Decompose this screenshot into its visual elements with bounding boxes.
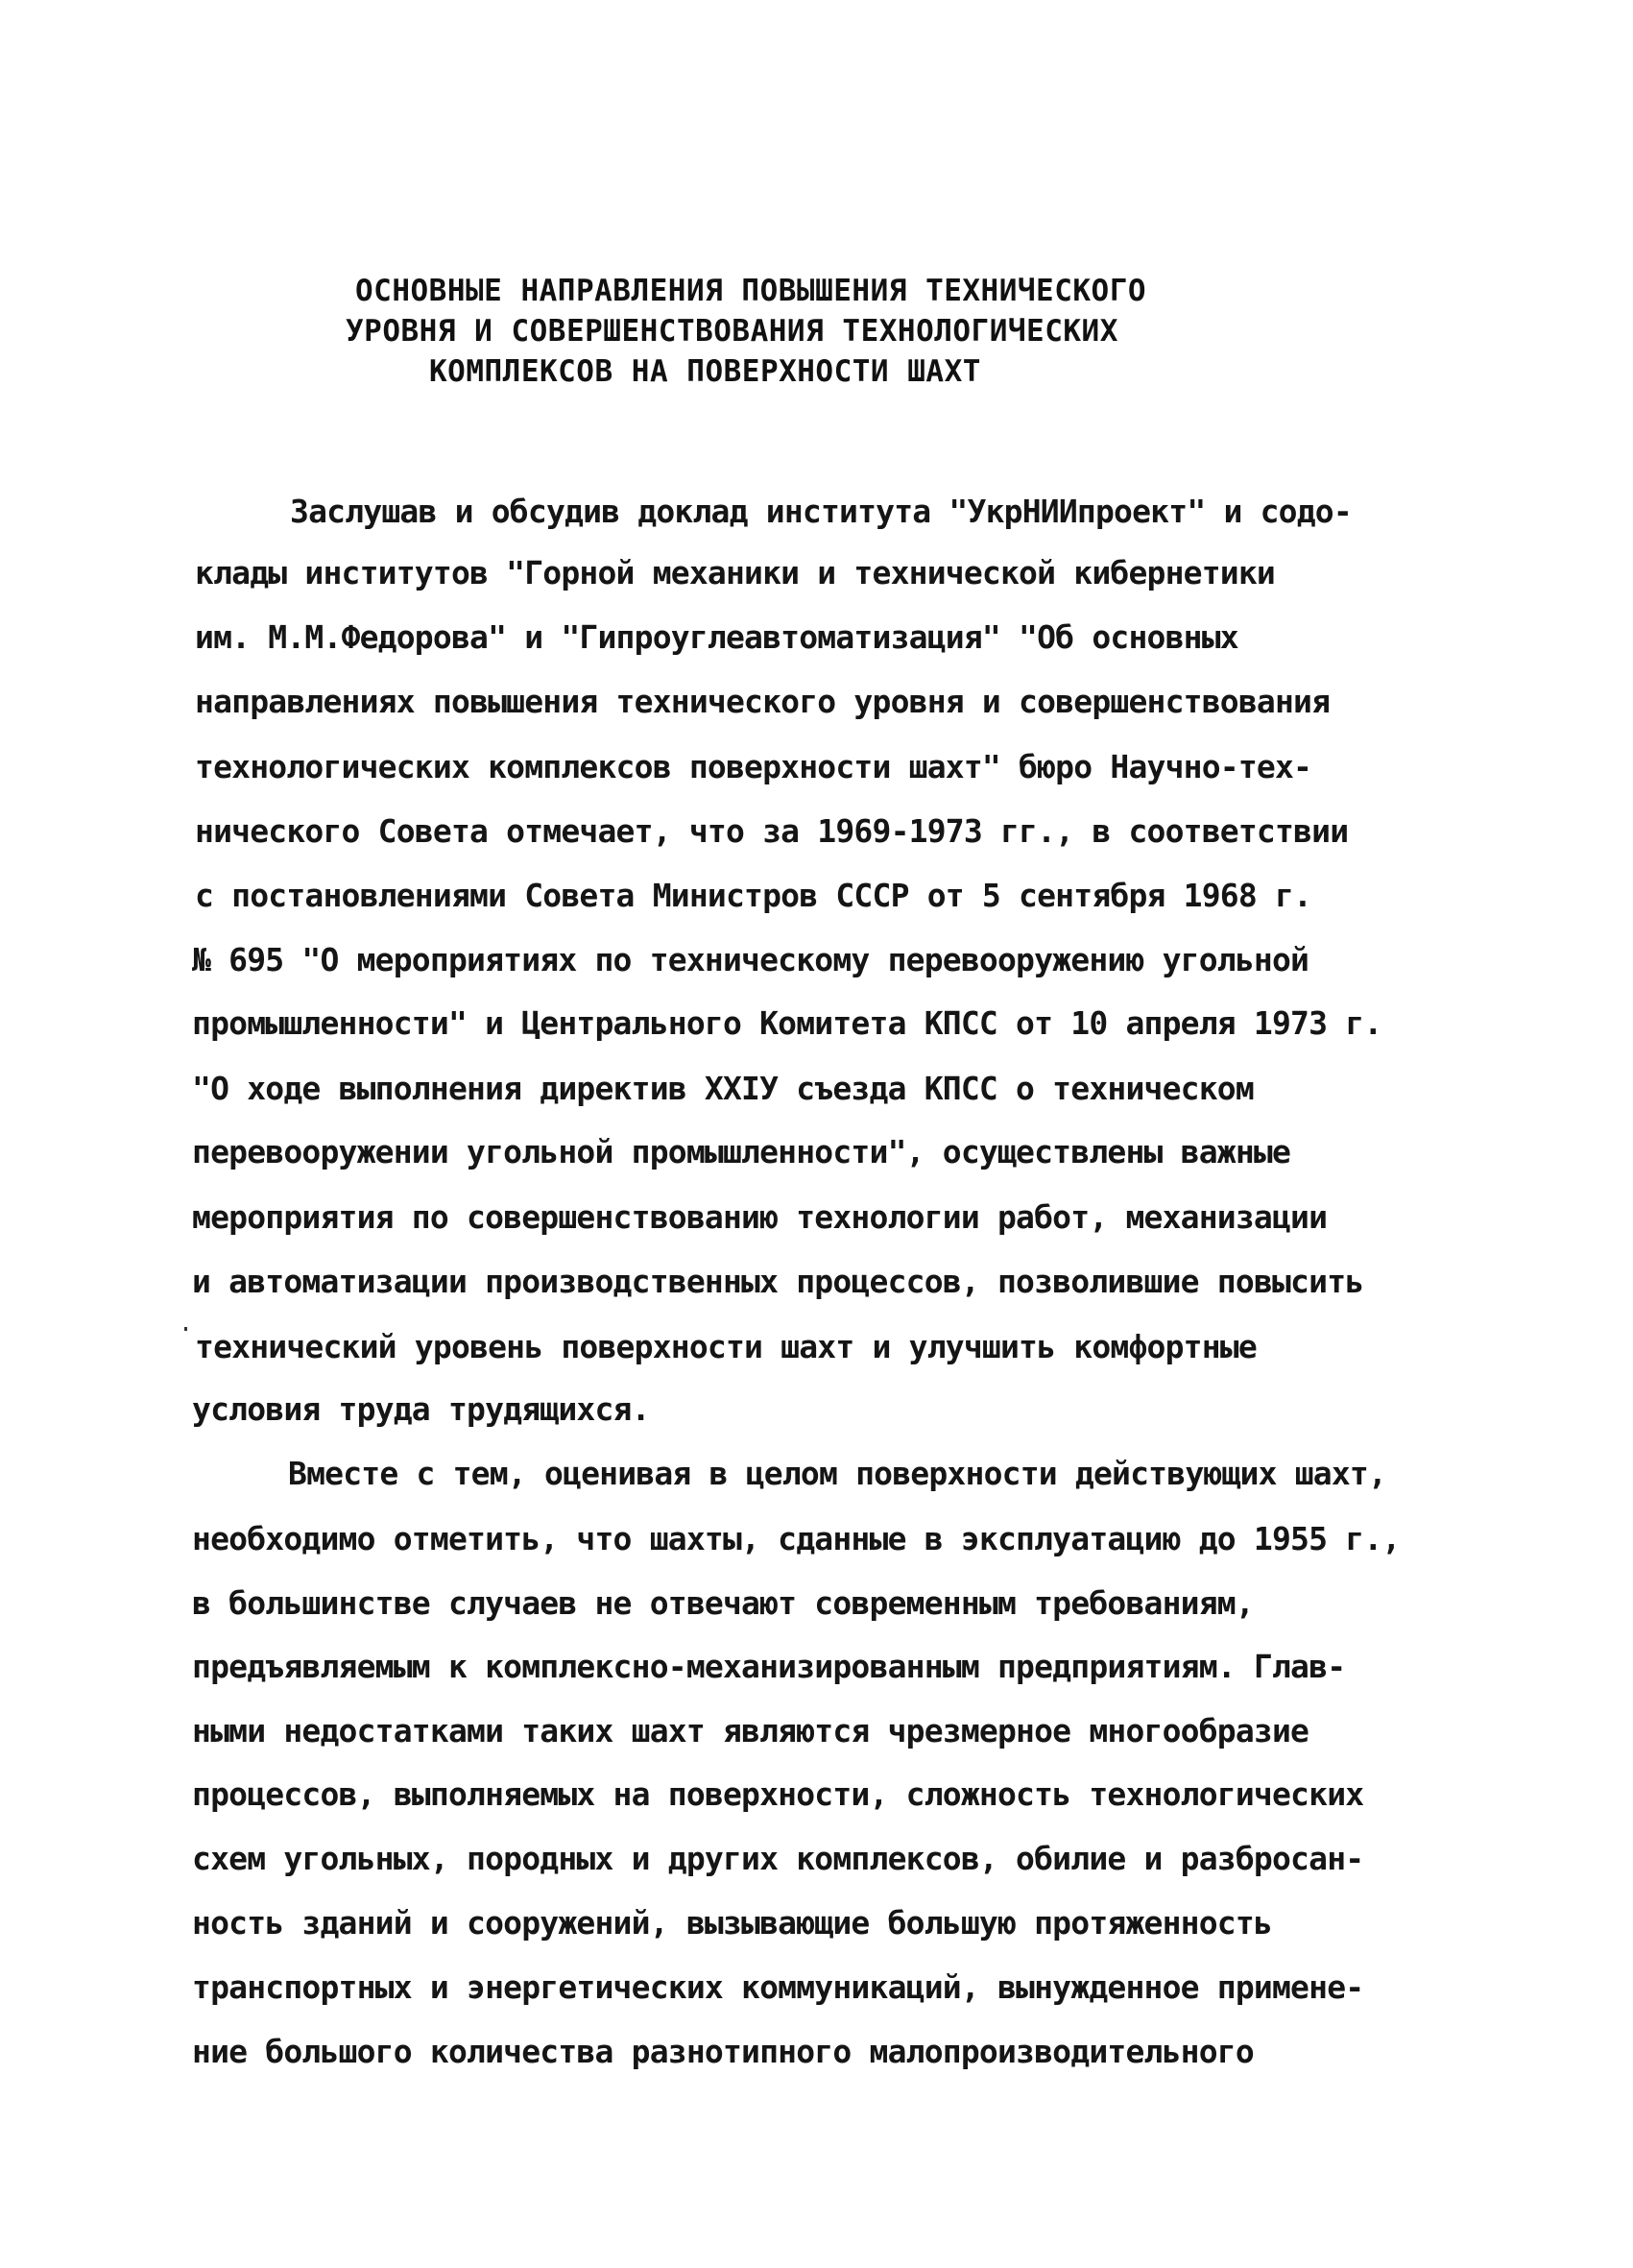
- body-line: направлениях повышения технического уровня и совершенствования: [195, 683, 1331, 720]
- body-line: ние большого количества разнотипного малопроизводительного: [192, 2033, 1254, 2070]
- body-line: Вместе с тем, оценивая в целом поверхности действующих шахт,: [288, 1455, 1387, 1492]
- body-line: необходимо отметить, что шахты, сданные в эксплуатацию до 1955 г.,: [192, 1520, 1401, 1557]
- body-line: клады институтов "Горной механики и технической кибернетики: [195, 554, 1275, 591]
- title-line-3: КОМПЛЕКСОВ НА ПОВЕРХНОСТИ ШАХТ: [429, 354, 981, 389]
- body-line: мероприятия по совершенствованию технологии работ, механизации: [192, 1198, 1328, 1236]
- body-line: ность зданий и сооружений, вызывающие большую протяженность: [192, 1904, 1272, 1942]
- body-line: Заслушав и обсудив доклад института "УкрНИИпроект" и содо-: [290, 493, 1352, 530]
- body-line: схем угольных, породных и других комплексов, обилие и разбросан-: [192, 1840, 1364, 1877]
- body-line: промышленности" и Центрального Комитета КПСС от 10 апреля 1973 г.: [192, 1004, 1382, 1042]
- title-line-2: УРОВНЯ И СОВЕРШЕНСТВОВАНИЯ ТЕХНОЛОГИЧЕСКИХ: [346, 314, 1118, 349]
- scan-speck: [184, 1327, 187, 1331]
- body-line: условия труда трудящихся.: [192, 1390, 650, 1428]
- body-line: в большинстве случаев не отвечают современным требованиям,: [192, 1584, 1254, 1622]
- title-line-1: ОСНОВНЫЕ НАПРАВЛЕНИЯ ПОВЫШЕНИЯ ТЕХНИЧЕСКОГО: [355, 274, 1147, 308]
- body-line: им. М.М.Федорова" и "Гипроуглеавтоматизация" "Об основных: [195, 618, 1238, 656]
- body-line: технический уровень поверхности шахт и улучшить комфортные: [195, 1328, 1257, 1365]
- body-line: предъявляемым к комплексно-механизированным предприятиям. Глав-: [192, 1648, 1346, 1685]
- body-line: и автоматизации производственных процессов, позволившие повысить: [192, 1263, 1364, 1300]
- body-line: ными недостатками таких шахт являются чрезмерное многообразие: [192, 1712, 1309, 1749]
- body-line: "О ходе выполнения директив XXIУ съезда КПСС о техническом: [192, 1070, 1254, 1107]
- body-line: транспортных и энергетических коммуникаций, вынужденное примене-: [192, 1968, 1364, 2006]
- body-line: технологических комплексов поверхности шахт" бюро Научно-тех-: [195, 748, 1312, 785]
- body-line: с постановлениями Совета Министров СССР от 5 сентября 1968 г.: [195, 877, 1312, 914]
- body-line: № 695 "О мероприятиях по техническому перевооружению угольной: [192, 941, 1309, 978]
- body-line: нического Совета отмечает, что за 1969-1973 гг., в соответствии: [195, 812, 1349, 850]
- body-line: процессов, выполняемых на поверхности, сложность технологических: [192, 1775, 1364, 1813]
- body-line: перевооружении угольной промышленности", осуществлены важные: [192, 1133, 1291, 1170]
